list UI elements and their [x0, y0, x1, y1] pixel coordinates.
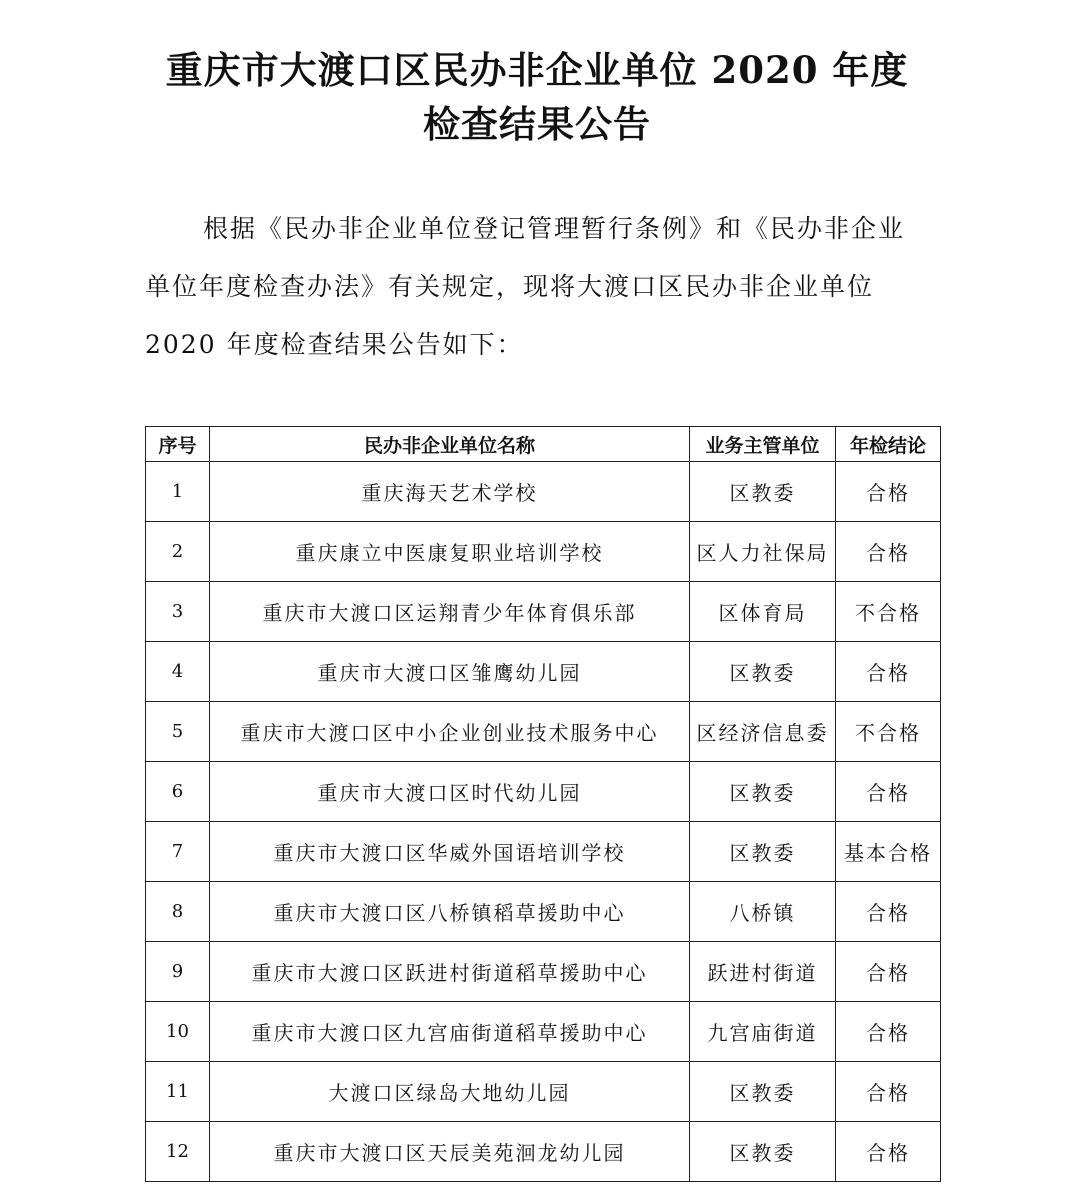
- row-organization-name: 重庆市大渡口区时代幼儿园: [210, 762, 690, 822]
- intro-paragraph-line1: 根据《民办非企业单位登记管理暂行条例》和《民办非企业: [203, 214, 906, 243]
- row-authority: 区教委: [690, 1122, 836, 1182]
- table-header-row: [146, 427, 941, 462]
- row-result: 合格: [836, 1002, 941, 1062]
- row-authority: 区教委: [690, 1062, 836, 1122]
- row-number: 3: [146, 582, 210, 642]
- row-result: 合格: [836, 882, 941, 942]
- row-organization-name: 重庆市大渡口区八桥镇稻草援助中心: [210, 882, 690, 942]
- row-number: 8: [146, 882, 210, 942]
- row-number: 1: [146, 462, 210, 522]
- table-row: [146, 1062, 941, 1122]
- row-organization-name: 重庆海天艺术学校: [210, 462, 690, 522]
- row-organization-name: 重庆市大渡口区中小企业创业技术服务中心: [210, 702, 690, 762]
- row-authority: 区经济信息委: [690, 702, 836, 762]
- row-result: 不合格: [836, 582, 941, 642]
- row-number: 7: [146, 822, 210, 882]
- intro-paragraph-line3: 2020 年度检查结果公告如下：: [145, 330, 524, 359]
- header-supervising-authority: 业务主管单位: [690, 427, 836, 462]
- document-title-line1: 重庆市大渡口区民办非企业单位 2020 年度: [165, 48, 909, 92]
- row-number: 9: [146, 942, 210, 1002]
- table-row: [146, 1002, 941, 1062]
- row-authority: 区人力社保局: [690, 522, 836, 582]
- row-number: 12: [146, 1122, 210, 1182]
- table-row: [146, 882, 941, 942]
- table-row: [146, 1122, 941, 1182]
- results-table: [145, 426, 941, 1182]
- intro-paragraph-line2: 单位年度检查办法》有关规定，现将大渡口区民办非企业单位: [145, 272, 875, 301]
- row-number: 2: [146, 522, 210, 582]
- row-organization-name: 重庆市大渡口区天辰美苑洄龙幼儿园: [210, 1122, 690, 1182]
- row-authority: 区教委: [690, 462, 836, 522]
- row-authority: 区教委: [690, 762, 836, 822]
- row-organization-name: 重庆市大渡口区运翔青少年体育俱乐部: [210, 582, 690, 642]
- row-authority: 区教委: [690, 822, 836, 882]
- table-row: [146, 762, 941, 822]
- table-row: [146, 702, 941, 762]
- row-number: 11: [146, 1062, 210, 1122]
- row-authority: 跃进村街道: [690, 942, 836, 1002]
- row-authority: 八桥镇: [690, 882, 836, 942]
- row-number: 6: [146, 762, 210, 822]
- header-organization-name: 民办非企业单位名称: [210, 427, 690, 462]
- row-result: 合格: [836, 942, 941, 1002]
- row-organization-name: 重庆市大渡口区雏鹰幼儿园: [210, 642, 690, 702]
- row-organization-name: 重庆康立中医康复职业培训学校: [210, 522, 690, 582]
- row-result: 基本合格: [836, 822, 941, 882]
- row-result: 合格: [836, 1122, 941, 1182]
- row-number: 5: [146, 702, 210, 762]
- row-organization-name: 大渡口区绿岛大地幼儿园: [210, 1062, 690, 1122]
- header-serial-number: 序号: [146, 427, 210, 462]
- row-authority: 九宫庙街道: [690, 1002, 836, 1062]
- row-result: 合格: [836, 642, 941, 702]
- row-number: 4: [146, 642, 210, 702]
- header-inspection-result: 年检结论: [836, 427, 941, 462]
- row-organization-name: 重庆市大渡口区九宫庙街道稻草援助中心: [210, 1002, 690, 1062]
- row-number: 10: [146, 1002, 210, 1062]
- row-result: 合格: [836, 762, 941, 822]
- table-row: [146, 822, 941, 882]
- row-authority: 区教委: [690, 642, 836, 702]
- table-row: [146, 642, 941, 702]
- table-row: [146, 462, 941, 522]
- table-row: [146, 942, 941, 1002]
- row-result: 不合格: [836, 702, 941, 762]
- row-result: 合格: [836, 522, 941, 582]
- row-result: 合格: [836, 462, 941, 522]
- row-result: 合格: [836, 1062, 941, 1122]
- row-authority: 区体育局: [690, 582, 836, 642]
- row-organization-name: 重庆市大渡口区跃进村街道稻草援助中心: [210, 942, 690, 1002]
- table-row: [146, 522, 941, 582]
- row-organization-name: 重庆市大渡口区华威外国语培训学校: [210, 822, 690, 882]
- table-row: [146, 582, 941, 642]
- document-title-line2: 检查结果公告: [423, 102, 651, 146]
